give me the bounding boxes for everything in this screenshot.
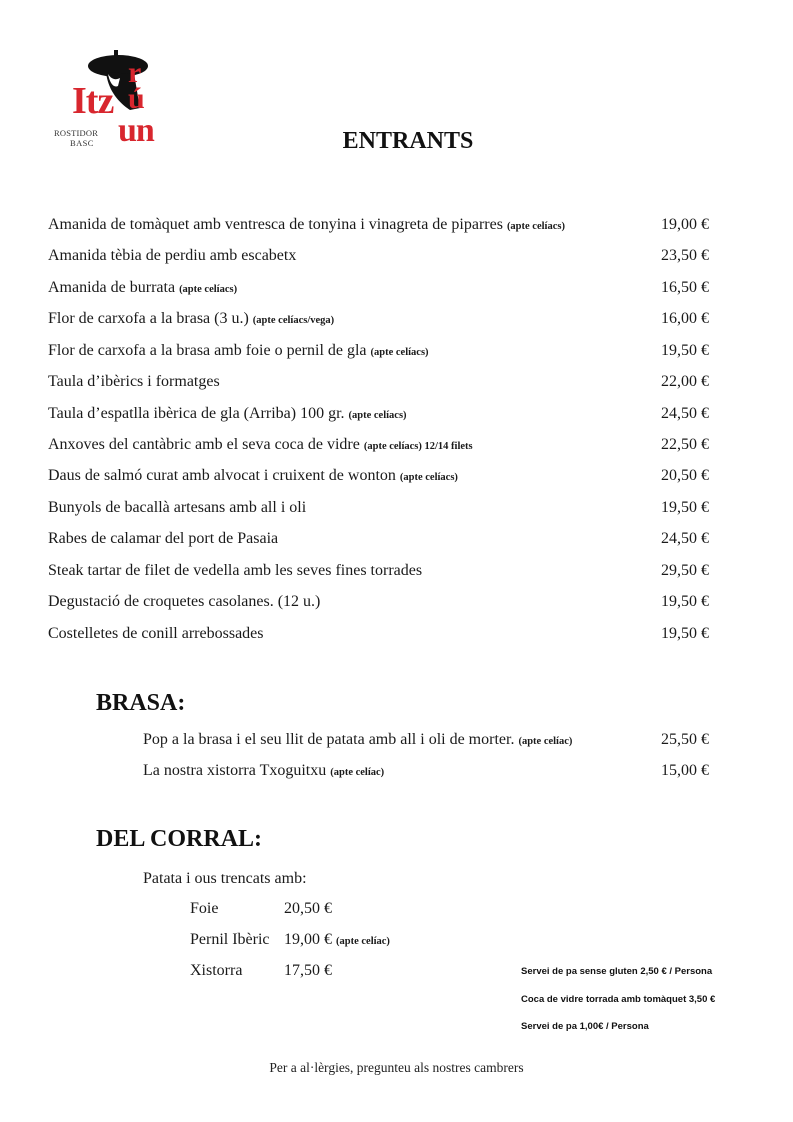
item-name: Daus de salmó curat amb alvocat i cruixent de wonton	[48, 467, 396, 484]
allergy-notice: Per a al·lèrgies, pregunteu als nostres cambrers	[269, 1060, 524, 1075]
item-price: 16,50 €	[661, 279, 709, 296]
item-name: Steak tartar de filet de vedella amb les seves fines torrades	[48, 562, 423, 579]
menu-item	[143, 731, 793, 753]
item-name: La nostra xistorra Txoguitxu	[143, 762, 327, 779]
item-price: 16,00 €	[661, 310, 709, 327]
menu-item	[48, 499, 793, 521]
menu-item	[48, 405, 793, 427]
item-name: Bunyols de bacallà artesans amb all i oli	[48, 499, 307, 516]
item-name: Rabes de calamar del port de Pasaia	[48, 530, 279, 547]
item-price: 19,50 €	[661, 499, 709, 516]
item-price: 19,00 €	[284, 931, 332, 948]
menu-item	[48, 436, 793, 458]
page-title: ENTRANTS	[342, 128, 474, 154]
item-price: 22,50 €	[661, 436, 709, 453]
extra-bread-service: Servei de pa 1,00€ / Persona	[521, 1021, 649, 1032]
logo-text-r: r	[128, 56, 142, 89]
item-name: Amanida de burrata	[48, 279, 176, 296]
logo-subtitle-basc: BASC	[70, 138, 94, 148]
extra-gluten-free-bread: Servei de pa sense gluten 2,50 € / Persona	[521, 966, 713, 977]
menu-item	[48, 247, 793, 269]
item-note: (apte celíacs)	[348, 410, 407, 421]
menu-item	[48, 310, 793, 332]
item-name: Pop a la brasa i el seu llit de patata amb all i oli de morter.	[143, 731, 515, 748]
item-price: 29,50 €	[661, 562, 709, 579]
extra-coca-de-vidre: Coca de vidre torrada amb tomàquet 3,50 €	[521, 994, 716, 1005]
item-price: 24,50 €	[661, 530, 709, 547]
item-name: Degustació de croquetes casolanes. (12 u.)	[48, 593, 321, 610]
item-name: Xistorra	[190, 962, 243, 979]
item-price: 22,00 €	[661, 373, 709, 390]
item-note: (apte celíac)	[336, 936, 390, 947]
item-name: Anxoves del cantàbric amb el seva coca de vidre	[48, 436, 360, 453]
item-name: Foie	[190, 900, 219, 917]
menu-item	[48, 467, 793, 489]
section-title-corral: DEL CORRAL:	[96, 826, 263, 852]
item-price: 19,50 €	[661, 593, 709, 610]
item-price: 23,50 €	[661, 247, 709, 264]
item-price: 25,50 €	[661, 731, 709, 748]
item-name: Pernil Ibèric	[190, 931, 270, 948]
item-note: (apte celíacs)	[179, 284, 238, 295]
item-price: 19,00 €	[661, 216, 709, 233]
corral-intro: Patata i ous trencats amb:	[143, 870, 307, 887]
item-price: 20,50 €	[284, 900, 332, 917]
menu-item	[48, 216, 793, 238]
menu-item	[143, 762, 793, 784]
item-name: Amanida tèbia de perdiu amb escabetx	[48, 247, 297, 264]
item-price: 15,00 €	[661, 762, 709, 779]
item-name: Amanida de tomàquet amb ventresca de tonyina i vinagreta de piparres	[48, 216, 503, 233]
item-price: 20,50 €	[661, 467, 709, 484]
item-name: Flor de carxofa a la brasa amb foie o pernil de gla	[48, 342, 367, 359]
item-name: Flor de carxofa a la brasa (3 u.)	[48, 310, 253, 327]
item-price: 24,50 €	[661, 405, 709, 422]
menu-item	[48, 562, 793, 584]
item-note: (apte celíacs) 12/14 filets	[363, 441, 473, 452]
item-price: 19,50 €	[661, 625, 709, 642]
logo-text-u: ú	[128, 82, 145, 115]
menu-item	[48, 373, 793, 395]
item-note: (apte celíac)	[330, 767, 385, 778]
logo-text-itz: Itz	[72, 80, 114, 122]
logo-text-un: un	[118, 112, 154, 149]
menu-item	[48, 625, 793, 647]
logo-subtitle-rostidor: ROSTIDOR	[54, 128, 99, 138]
item-price: 19,50 €	[661, 342, 709, 359]
item-note: (apte celíacs)	[506, 221, 565, 232]
section-title-brasa: BRASA:	[96, 690, 186, 716]
menu-item	[48, 593, 793, 615]
item-note: (apte celíacs)	[399, 472, 458, 483]
item-name: Taula d’espatlla ibèrica de gla (Arriba) 100 gr.	[48, 405, 345, 422]
menu-item	[48, 342, 793, 364]
item-note: (apte celíacs/vega)	[252, 315, 335, 326]
menu-item	[48, 279, 793, 301]
item-name: Costelletes de conill arrebossades	[48, 625, 264, 642]
item-price: 17,50 €	[284, 962, 332, 979]
item-note: (apte celíacs)	[370, 347, 429, 358]
item-note: (apte celíac)	[518, 736, 573, 747]
menu-item	[48, 530, 793, 552]
item-name: Taula d’ibèrics i formatges	[48, 373, 220, 390]
